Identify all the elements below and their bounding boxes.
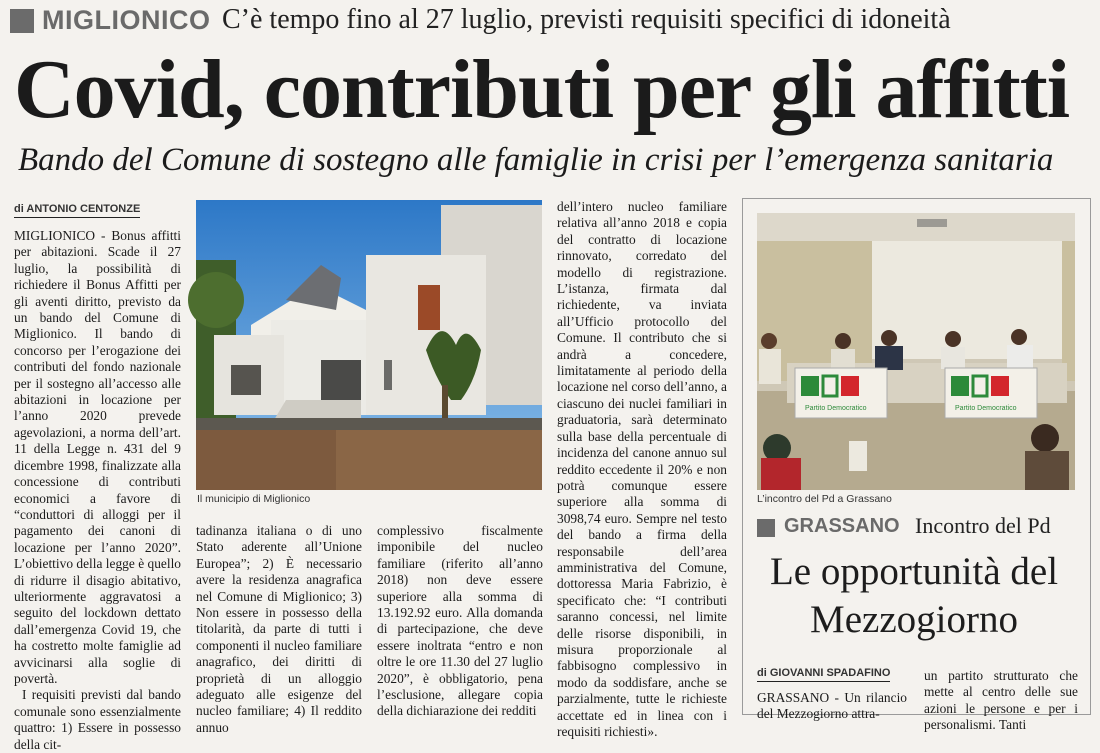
sidebar-text-col2: un partito strutturato che mette al centro delle sue azioni le persone e per i personalismi. Tanti — [924, 668, 1078, 733]
photo-caption: Il municipio di Miglionico — [197, 493, 311, 505]
sidebar-text-col1: GRASSANO - Un rilancio del Mezzogiorno attra- — [757, 690, 907, 722]
article-paragraph-1: MIGLIONICO - Bonus affitti per abitazioni. Scade il 27 luglio, la possibilità di richiedere il Bonus Affitti per gli aventi diritto, previsto da un bando del Comune di Miglionico. Il bando di concorso per l’erogazione dei contributi del fondo nazionale per il sostegno all’accesso alle abitazioni in locazione per l’anno 2020 prevede agevolazioni, a norma dell’art. 11 della Legge n. 431 del 9 dicembre 1998, finalizzate alla concessione di contributi economici a favore di “conduttori di alloggi per il pagamento dei canoni di locazione per l’anno 2020”. L’obiettivo della legge è quello di ridurre il disagio abitativo, ulteriormente aggravatosi a seguito del lockdown dettato dall’emergenza Covid 19, che ha costretto molte famiglie ad avvicinarsi alla soglie di povertà. — [14, 228, 181, 686]
banner-logo-left: Partito Democratico — [805, 405, 867, 412]
kicker-town: MIGLIONICO — [42, 5, 211, 35]
sidebar-column-2 — [924, 668, 1078, 733]
town-hall-photo — [196, 200, 542, 490]
kicker-text: C’è tempo fino al 27 luglio, previsti requisiti specifici di idoneità — [222, 4, 951, 35]
sidebar-kicker-text: Incontro del Pd — [915, 513, 1051, 538]
article-text-col3: complessivo fiscalmente imponibile del nucleo familiare (riferito all’anno 2018) non deve essere superiore alla somma di 13.192.92 euro. Alla domanda di partecipazione, che deve essere inoltrata “entro e non oltre le ore 11.30 del 27 luglio 2020”, è obbligatorio, pena l’esclusione, allegare copia della dichiarazione dei redditi — [377, 523, 543, 719]
headline: Covid, contributi per gli affitti — [14, 43, 1070, 136]
article-text-col2: tadinanza italiana o di uno Stato aderente all’Unione Europea”; 2) È necessario avere la residenza anagrafica nel Comune di Miglionico; 3) Non essere in possesso della titolarità, da parte di tutti i componenti il nucleo familiare anagrafico, dei diritti di proprietà di un alloggio adeguato alle esigenze del nucleo familiare; 4) Il reddito annuo — [196, 523, 362, 735]
subheadline: Bando del Comune di sostegno alle famiglie in crisi per l’emergenza sanitaria — [18, 142, 1054, 178]
sidebar-byline: di GIOVANNI SPADAFINO — [757, 667, 890, 682]
banner-logo-right: Partito Democratico — [955, 405, 1017, 412]
article-column-2 — [196, 523, 362, 735]
article-text-col4: dell’intero nucleo familiare relativa all’anno 2018 e copia del contratto di locazione rinnovato, corredato del modello di registrazione. L’istanza, firmata dal richiedente, va inviata all’Ufficio protocollo del Comune. Il contributo che si andrà a concedere, limitatamente al periodo della locazione nel corso dell’anno, a ciascuno dei nuclei familiari in graduatoria, sarà determinato sulla base della percentuale di incidenza del canone annuo sul reddito eccedente il 20% e non potrà comunque essere superiore alla somma di 3098,74 euro. Sempre nel testo del bando a firma della responsabile dell’area amministrativa del Comune, dottoressa Maria Fabrizio, è specificato che: “I contributi saranno concessi, nel limite delle risorse disponibili, in misura proporzionale al fabbisogno complessivo in modo da soddisfare, anche se parzialmente, tutte le richieste accettate ed in linea con i requisiti richiesti». — [557, 199, 727, 739]
article-column-3 — [377, 523, 543, 719]
sidebar-column-1 — [757, 690, 907, 722]
sidebar-kicker-town: GRASSANO — [784, 515, 900, 537]
sidebar-kicker-square — [757, 519, 775, 537]
article-column-4 — [557, 199, 727, 739]
article-paragraph-2: I requisiti previsti dal bando comunale sono essenzialmente quattro: 1) Essere in possesso della cit- — [14, 687, 181, 752]
meeting-photo — [757, 213, 1075, 490]
sidebar-photo-caption: L’incontro del Pd a Grassano — [757, 493, 892, 505]
article-column-1 — [14, 228, 181, 752]
kicker-square — [10, 9, 34, 33]
sidebar-headline: Le opportunità del Mezzogiorno — [769, 550, 1059, 641]
byline: di ANTONIO CENTONZE — [14, 203, 140, 218]
